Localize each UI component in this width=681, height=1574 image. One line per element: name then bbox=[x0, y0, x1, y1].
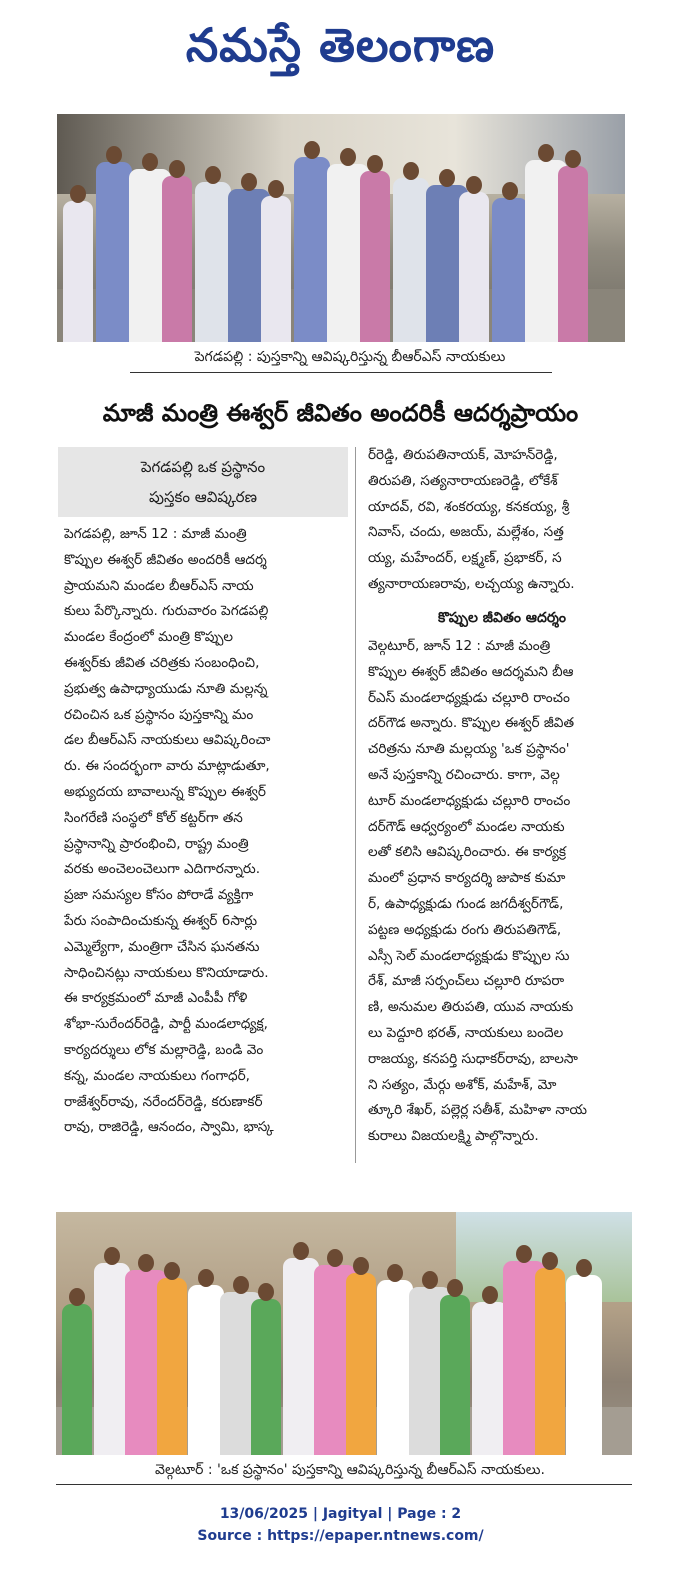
bottom-photo-caption: వెల్గటూర్ : 'ఒక ప్రస్థానం' పుస్తకాన్ని ఆవిష్కరిస్తున్న బీఆర్ఎస్ నాయకులు. bbox=[155, 1462, 545, 1478]
person-figure bbox=[377, 1280, 413, 1455]
person-figure bbox=[63, 201, 93, 342]
headline: మాజీ మంత్రి ఈశ్వర్ జీవితం అందరికీ ఆదర్శప్రాయం bbox=[102, 399, 579, 427]
person-figure bbox=[558, 166, 588, 342]
right-column-bottom-line: రేశ్, మాజీ సర్పంచ్‌లు చల్లూరి రూపరా bbox=[368, 973, 565, 990]
right-column-bottom-line: లు పెద్దూరి భరత్, నాయకులు బందెల bbox=[368, 1024, 564, 1041]
person-head bbox=[233, 1276, 249, 1294]
person-figure bbox=[440, 1295, 470, 1455]
left-column-line: కన్న, మండల నాయకులు గంగాధర్, bbox=[64, 1067, 250, 1084]
left-column-line: డల బీఆర్ఎస్ నాయకులు ఆవిష్కరించా bbox=[64, 732, 271, 749]
left-column-line: పేరు సంపాదించుకున్న ఈశ్వర్ 6సార్లు bbox=[64, 912, 258, 929]
person-head bbox=[293, 1242, 309, 1260]
person-figure bbox=[251, 1299, 281, 1455]
right-column-top-line: యాదవ్, రవి, శంకరయ్య, కనకయ్య, శ్రీ bbox=[368, 498, 570, 515]
right-column-bottom-line: లతో కలిసి ఆవిష్కరించారు. ఈ కార్యక్ర bbox=[368, 844, 566, 861]
left-column-line: ప్రస్థానాన్ని ప్రారంభించి, రాష్ట్ర మంత్రి bbox=[64, 835, 249, 852]
right-column-bottom-line: కురాలు విజయలక్ష్మి పాల్గొన్నారు. bbox=[368, 1128, 539, 1145]
right-column-bottom-line: రాజయ్య, కనపర్తి సుధాకర్‌రావు, బాలసా bbox=[368, 1050, 578, 1067]
left-column-line: రావు, రాజిరెడ్డి, ఆనందం, స్వామి, భాస్క bbox=[64, 1119, 274, 1136]
right-column-bottom-line: టూర్ మండలాధ్యక్షుడు చల్లూరి రాంచం bbox=[368, 792, 571, 809]
person-figure bbox=[459, 192, 489, 342]
person-figure bbox=[535, 1268, 565, 1455]
left-column-line: ఈ కార్యక్రమంలో మాజీ ఎంపీపీ గోళి bbox=[64, 990, 248, 1007]
person-figure bbox=[346, 1273, 376, 1455]
person-head bbox=[104, 1247, 120, 1265]
person-figure bbox=[492, 198, 528, 342]
right-column-bottom-line: దర్‌గౌడ అన్నారు. కొప్పుల ఈశ్వర్ జీవిత bbox=[368, 715, 575, 732]
person-figure bbox=[261, 196, 291, 342]
left-column-line: సాధించినట్లు నాయకులు కొనియాడారు. bbox=[64, 964, 269, 981]
right-column-bottom-line: ని సత్యం, మేర్గు అశోక్, మహేశ్, మో bbox=[368, 1076, 557, 1093]
left-column-line: ప్రజా సమస్యల కోసం పోరాడే వ్యక్తిగా bbox=[64, 887, 254, 904]
right-column-bottom-line: ర్, ఉపాధ్యక్షుడు గుండ జగదీశ్వర్‌గౌడ్, bbox=[368, 895, 564, 912]
person-head bbox=[516, 1245, 532, 1263]
person-head bbox=[164, 1262, 180, 1280]
subheading-box bbox=[58, 447, 348, 517]
top-photo-caption: పెగడపల్లి : పుస్తకాన్ని ఆవిష్కరిస్తున్న బీఆర్ఎస్ నాయకులు bbox=[194, 349, 506, 365]
person-figure bbox=[195, 182, 231, 342]
left-column-line: పెగడపల్లి, జూన్ 12 : మాజీ మంత్రి bbox=[64, 526, 247, 542]
right-column-bottom-line: ఎస్సీ సెల్ మండలాధ్యక్షుడు కొప్పుల సు bbox=[368, 947, 570, 964]
person-head bbox=[422, 1271, 438, 1289]
person-figure bbox=[393, 178, 429, 342]
right-column-bottom-line: దర్‌గౌడ్ ఆధ్వర్యంలో మండల నాయకు bbox=[368, 818, 565, 835]
right-column-bottom bbox=[368, 634, 636, 1164]
left-column-line: ప్రాయమని మండల బీఆర్ఎస్ నాయ bbox=[64, 577, 254, 594]
right-section-title: కొప్పుల జీవితం ఆదర్శం bbox=[437, 610, 567, 626]
left-column-line: రాజేశ్వర్‌రావు, నరేందర్‌రెడ్డి, కరుణాకర్ bbox=[64, 1093, 263, 1110]
left-column bbox=[64, 522, 344, 1162]
person-head bbox=[70, 185, 86, 203]
person-head bbox=[403, 162, 419, 180]
left-column-line: కొప్పుల ఈశ్వర్ జీవితం అందరికీ ఆదర్శ bbox=[64, 551, 267, 568]
left-column-line: ఎమ్మెల్యేగా, మంత్రిగా చేసిన ఘనతను bbox=[64, 938, 260, 955]
footer-date-line: 13/06/2025 | Jagityal | Page : 2 bbox=[219, 1506, 462, 1522]
bottom-caption-rule bbox=[56, 1484, 632, 1485]
person-figure bbox=[62, 1304, 92, 1455]
masthead-title: నమస్తే తెలంగాణ bbox=[185, 18, 496, 72]
left-column-line: మండల కేంద్రంలో మంత్రి కొప్పుల bbox=[64, 629, 234, 646]
top-photo bbox=[57, 114, 625, 342]
left-column-line: అభ్యుదయ బావాలున్న కొప్పుల ఈశ్వర్ bbox=[64, 783, 266, 800]
person-figure bbox=[294, 157, 330, 342]
right-column-bottom-line: కొప్పుల ఈశ్వర్ జీవితం ఆదర్శమని బీఆ bbox=[368, 663, 574, 680]
subheading-line2: పుస్తకం ఆవిష్కరణ bbox=[149, 488, 257, 506]
person-head bbox=[106, 146, 122, 164]
person-head bbox=[169, 160, 185, 178]
left-column-line: కార్యదర్శులు లోక మల్లారెడ్డి, బండి వెం bbox=[64, 1041, 264, 1058]
person-head bbox=[367, 155, 383, 173]
person-head bbox=[268, 180, 284, 198]
right-column-bottom-line: పట్టణ అధ్యక్షుడు రంగు తిరుపతిగౌడ్, bbox=[368, 921, 562, 938]
right-column-bottom-line: చరిత్రను నూతి మల్లయ్య 'ఒక ప్రస్థానం' bbox=[368, 741, 570, 758]
right-column-bottom-line: ణి, అనుమల తిరుపతి, యువ నాయకు bbox=[368, 999, 574, 1016]
right-column-top-line: త్యనారాయణరావు, లచ్చయ్య ఉన్నారు. bbox=[368, 575, 575, 592]
person-head bbox=[482, 1286, 498, 1304]
person-figure bbox=[157, 1278, 187, 1455]
subheading-line1: పెగడపల్లి ఒక ప్రస్థానం bbox=[140, 458, 266, 476]
left-column-line: వరకు అంచెలంచెలుగా ఎదిగారన్నారు. bbox=[64, 861, 261, 878]
person-figure bbox=[96, 162, 132, 342]
left-column-line: సింగరేణి సంస్థలో కోల్ కట్టర్‌గా తన bbox=[64, 809, 243, 826]
person-figure bbox=[162, 176, 192, 342]
person-head bbox=[466, 176, 482, 194]
person-head bbox=[538, 144, 554, 162]
caption-rule bbox=[130, 372, 552, 373]
right-column-top-line: ర్‌రెడ్డి, తిరుపతినాయక్, మోహన్‌రెడ్డి, bbox=[368, 447, 558, 463]
right-column-top-line: య్య, మహేందర్, లక్ష్మణ్, ప్రభాకర్, స bbox=[368, 550, 562, 567]
left-column-line: ప్రభుత్వ ఉపాధ్యాయుడు నూతి మల్లన్న bbox=[64, 680, 268, 697]
left-column-line: కులు పేర్కొన్నారు. గురువారం పెగడపల్లి bbox=[64, 603, 269, 620]
left-column-line: శోభా-సురేందర్‌రెడ్డి, పార్టీ మండలాధ్యక్ష, bbox=[64, 1016, 268, 1033]
right-column-bottom-line: త్కూరి శేఖర్, పల్లెర్ల సతీశ్, మహిళా నాయ bbox=[368, 1102, 587, 1119]
right-column-top-line: నివాస్, చందు, అజయ్, మల్లేశం, సత్త bbox=[368, 524, 564, 541]
left-column-line: రు. ఈ సందర్భంగా వారు మాట్లాడుతూ, bbox=[64, 758, 270, 775]
right-column-bottom-line: వెల్గటూర్, జూన్ 12 : మాజీ మంత్రి bbox=[368, 638, 551, 654]
left-column-line: ఈశ్వర్‌కు జీవిత చరిత్రకు సంబంధించి, bbox=[64, 654, 260, 671]
person-head bbox=[447, 1279, 463, 1297]
right-column-top bbox=[368, 443, 636, 603]
person-head bbox=[439, 169, 455, 187]
column-separator bbox=[355, 447, 356, 1163]
person-head bbox=[198, 1269, 214, 1287]
right-column-bottom-line: అనే పుస్తకాన్ని రచించారు. కాగా, వెల్గ bbox=[368, 766, 560, 783]
person-head bbox=[542, 1252, 558, 1270]
person-head bbox=[142, 153, 158, 171]
person-head bbox=[353, 1257, 369, 1275]
person-figure bbox=[188, 1285, 224, 1455]
right-column-bottom-line: మంలో ప్రధాన కార్యదర్శి జుపాక కుమా bbox=[368, 870, 566, 887]
person-figure bbox=[360, 171, 390, 342]
person-figure bbox=[566, 1275, 602, 1455]
right-column-bottom-line: ర్ఎస్ మండలాధ్యక్షుడు చల్లూరి రాంచం bbox=[368, 689, 570, 706]
left-column-line: రచించిన ఒక ప్రస్థానం పుస్తకాన్ని మం bbox=[64, 706, 254, 723]
footer-source-link[interactable]: Source : https://epaper.ntnews.com/ bbox=[197, 1528, 484, 1544]
bottom-photo bbox=[56, 1212, 632, 1455]
right-column-top-line: తిరుపతి, సత్యనారాయణరెడ్డి, లోకేశ్ bbox=[368, 472, 558, 489]
